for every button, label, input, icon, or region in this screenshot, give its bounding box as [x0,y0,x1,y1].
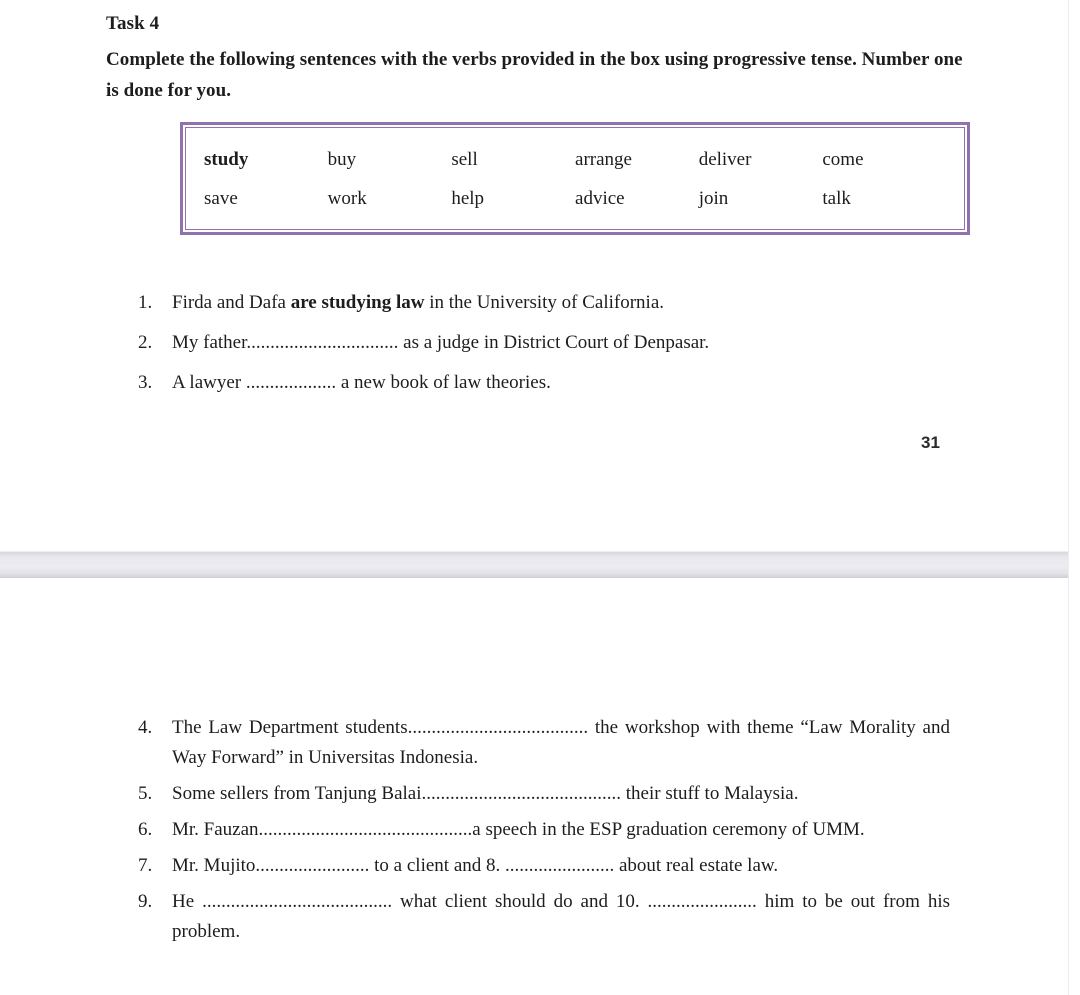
task-instructions: Complete the following sentences with the verbs provided in the box using progressive tense. Number one is done for you. [106,49,963,101]
question-text [172,288,950,318]
question-item [138,288,950,318]
page-number: 31 [921,433,940,452]
word-bank-item: advice [575,188,625,210]
question-text: A lawyer ................... a new book of law theories. [172,372,551,393]
question-number: 6. [138,819,153,840]
question-item [138,887,950,947]
word-bank-item: join [698,188,729,210]
question-item [138,713,950,773]
document-page-two [0,578,1069,995]
word-bank-item: talk [822,188,851,210]
word-bank-row [204,184,946,214]
question-list-page-one [138,288,950,408]
question-text: He ........................................ what client should do and 10. ....................... him to be out from his problem. [172,891,950,942]
question-text: Mr. Mujito........................ to a client and 8. ....................... about real estate law. [172,855,779,876]
question-number: 4. [138,717,153,738]
word-bank-item: come [822,148,864,170]
question-number: 7. [138,855,153,876]
question-item [138,328,950,358]
question-text: The Law Department students...................................... the workshop with theme “Law Morality and Way Forward” in Universitas Indonesia. [172,717,950,768]
question-number: 2. [138,332,153,353]
word-bank-item: buy [327,148,357,170]
word-bank-item: help [451,188,485,210]
question-list-page-two [138,713,950,953]
question-text: Mr. Fauzan.............................................a speech in the ESP graduation ceremony of UMM. [172,819,865,840]
task-heading: Task 4 [106,13,160,34]
question-text-suffix: in the University of California. [424,292,665,313]
question-item [138,815,950,845]
page-separator [0,551,1069,579]
question-text: Some sellers from Tanjung Balai.......................................... their stuff to Malaysia. [172,783,799,804]
word-bank-item: deliver [698,148,752,170]
word-bank-item: arrange [575,148,632,170]
word-bank-item: work [327,188,367,210]
word-bank-inner [185,127,965,230]
question-number: 1. [138,292,153,313]
question-number: 5. [138,783,153,804]
question-item [138,851,950,881]
question-number: 9. [138,891,153,912]
question-answer: are studying law [290,292,425,313]
question-item [138,368,950,398]
word-bank-item: sell [451,148,478,170]
question-text-prefix: Firda and Dafa [172,292,291,313]
question-item [138,779,950,809]
word-bank-row [204,145,946,175]
word-bank-item: save [204,188,238,210]
word-bank-box [180,122,970,235]
word-bank-item: study [204,148,249,170]
question-number: 3. [138,372,153,393]
question-text: My father................................ as a judge in District Court of Denpasar. [172,332,710,353]
